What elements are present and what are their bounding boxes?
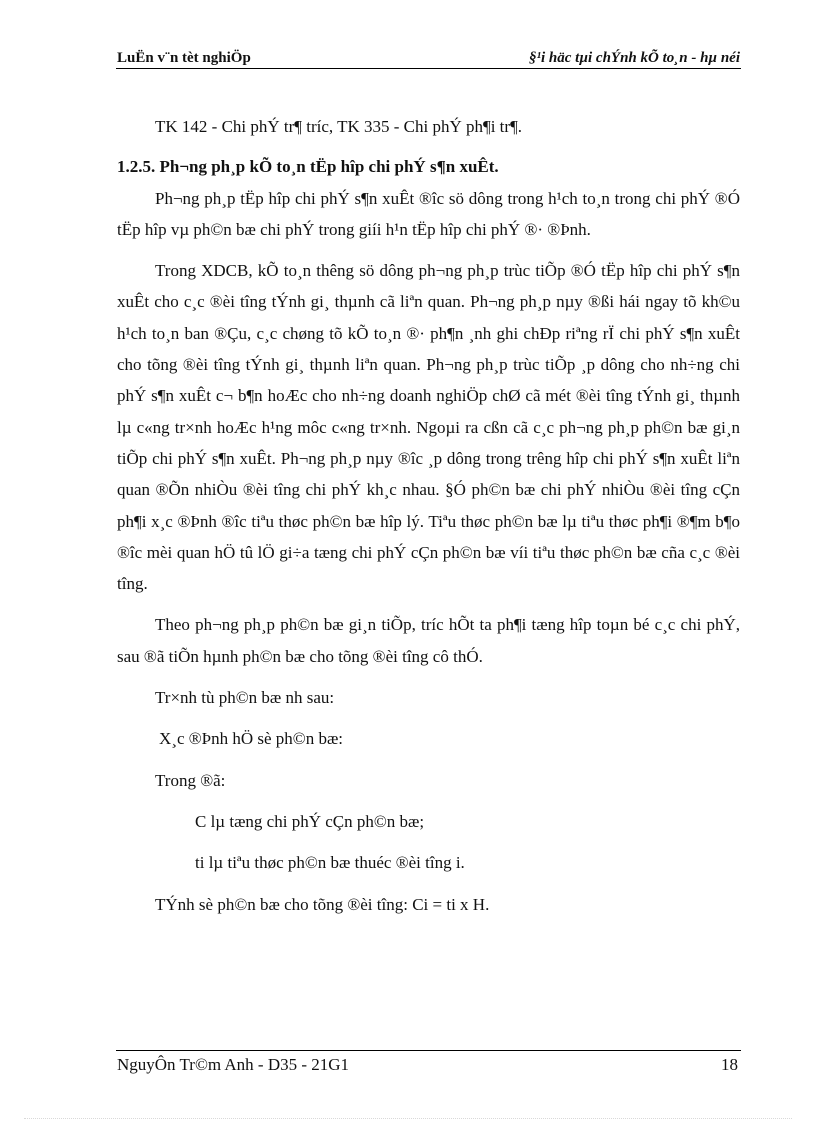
footer-divider [116,1050,741,1051]
formula-allocation: TÝnh sè ph©n bæ cho tõng ®èi tîng: Ci = ti x H. [155,894,490,914]
definition-c: C lµ tæng chi phÝ cÇn ph©n bæ; [195,811,425,831]
header-divider [116,68,741,69]
header-thesis-title: LuËn v¨n tèt nghiÖp [117,50,251,66]
paragraph-accounts: TK 142 - Chi phÝ tr¶ tríc, TK 335 - Chi phÝ ph¶i tr¶. [155,117,523,136]
paragraph-method-intro: Ph¬ng ph¸p tËp hîp chi phÝ s¶n xuÊt ®îc sö dông trong h¹ch to¸n trong chi phÝ ®Ó tËp hîp vµ ph©n bæ chi phÝ trong giíi h¹n tËp hîp chi phÝ ®· ®Þnh. [117,188,740,239]
page-bottom-border [24,1118,792,1119]
paragraph-sequence: Tr×nh tù ph©n bæ nh sau: [155,688,335,708]
paragraph-indirect-method: Theo ph¬ng ph¸p ph©n bæ gi¸n tiÕp, tríc hÕt ta ph¶i tæng hîp toµn bé c¸c chi phÝ, sau ®ã tiÕn hµnh ph©n bæ cho tõng ®èi tîng cô thÓ. [117,615,740,666]
definition-ti: ti lµ tiªu thøc ph©n bæ thuéc ®èi tîng i. [195,853,465,873]
section-heading: 1.2.5. Ph¬ng ph¸p kÕ to¸n tËp hîp chi phÝ s¶n xuÊt. [117,157,499,177]
paragraph-where: Trong ®ã: [155,770,226,790]
header-university: §¹i häc tµi chÝnh kÕ to¸n - hµ néi [529,50,740,66]
footer-author: NguyÔn Tr©m Anh - D35 - 21G1 [117,1055,350,1074]
paragraph-coefficient: X¸c ®Þnh hÖ sè ph©n bæ: [159,729,344,749]
document-body [117,111,740,920]
page-number: 18 [721,1055,738,1074]
paragraph-direct-method: Trong XDCB, kÕ to¸n thêng sö dông ph¬ng ph¸p trùc tiÕp ®Ó tËp hîp chi phÝ s¶n xuÊt cho c¸c ®èi tîng tÝnh gi¸ thµnh cã liªn quan. Ph¬ng ph¸p nµy ®ßi hái ngay tõ kh©u h¹ch to¸n ban ®Çu, c¸c chøng tõ kÕ to¸n ®· ph¶n ¸nh ghi chÐp riªng rÏ chi phÝ s¶n xuÊt cho tõng ®èi tîng tÝnh gi¸ thµnh liªn quan. Ph¬ng ph¸p trùc tiÕp ¸p dông cho nh÷ng chi phÝ s¶n xuÊt c¬ b¶n hoÆc cho nh÷ng doanh nghiÖp chØ cã mét ®èi tîng tÝnh gi¸ thµnh lµ c«ng tr×nh hoÆc h¹ng môc c«ng tr×nh. Ngoµi ra cßn cã c¸c ph¬ng ph¸p ph©n bæ gi¸n tiÕp chi phÝ s¶n xuÊt. Ph¬ng ph¸p nµy ®îc ¸p dông trong trêng hîp chi phÝ s¶n xuÊt liªn quan ®Õn nhiÒu ®èi tîng chi phÝ kh¸c nhau. §Ó ph©n bæ chi phÝ nhiÒu ®èi tîng cÇn ph¶i x¸c ®Þnh ®îc tiªu thøc ph©n bæ hîp lý. Tiªu thøc ph©n bæ lµ tiªu thøc ph¶i ®¶m b¶o ®îc mèi quan hÖ tû lÖ gi÷a tæng chi phÝ cÇn ph©n bæ víi tiªu thøc ph©n bæ cña c¸c ®èi tîng. [117,261,740,594]
